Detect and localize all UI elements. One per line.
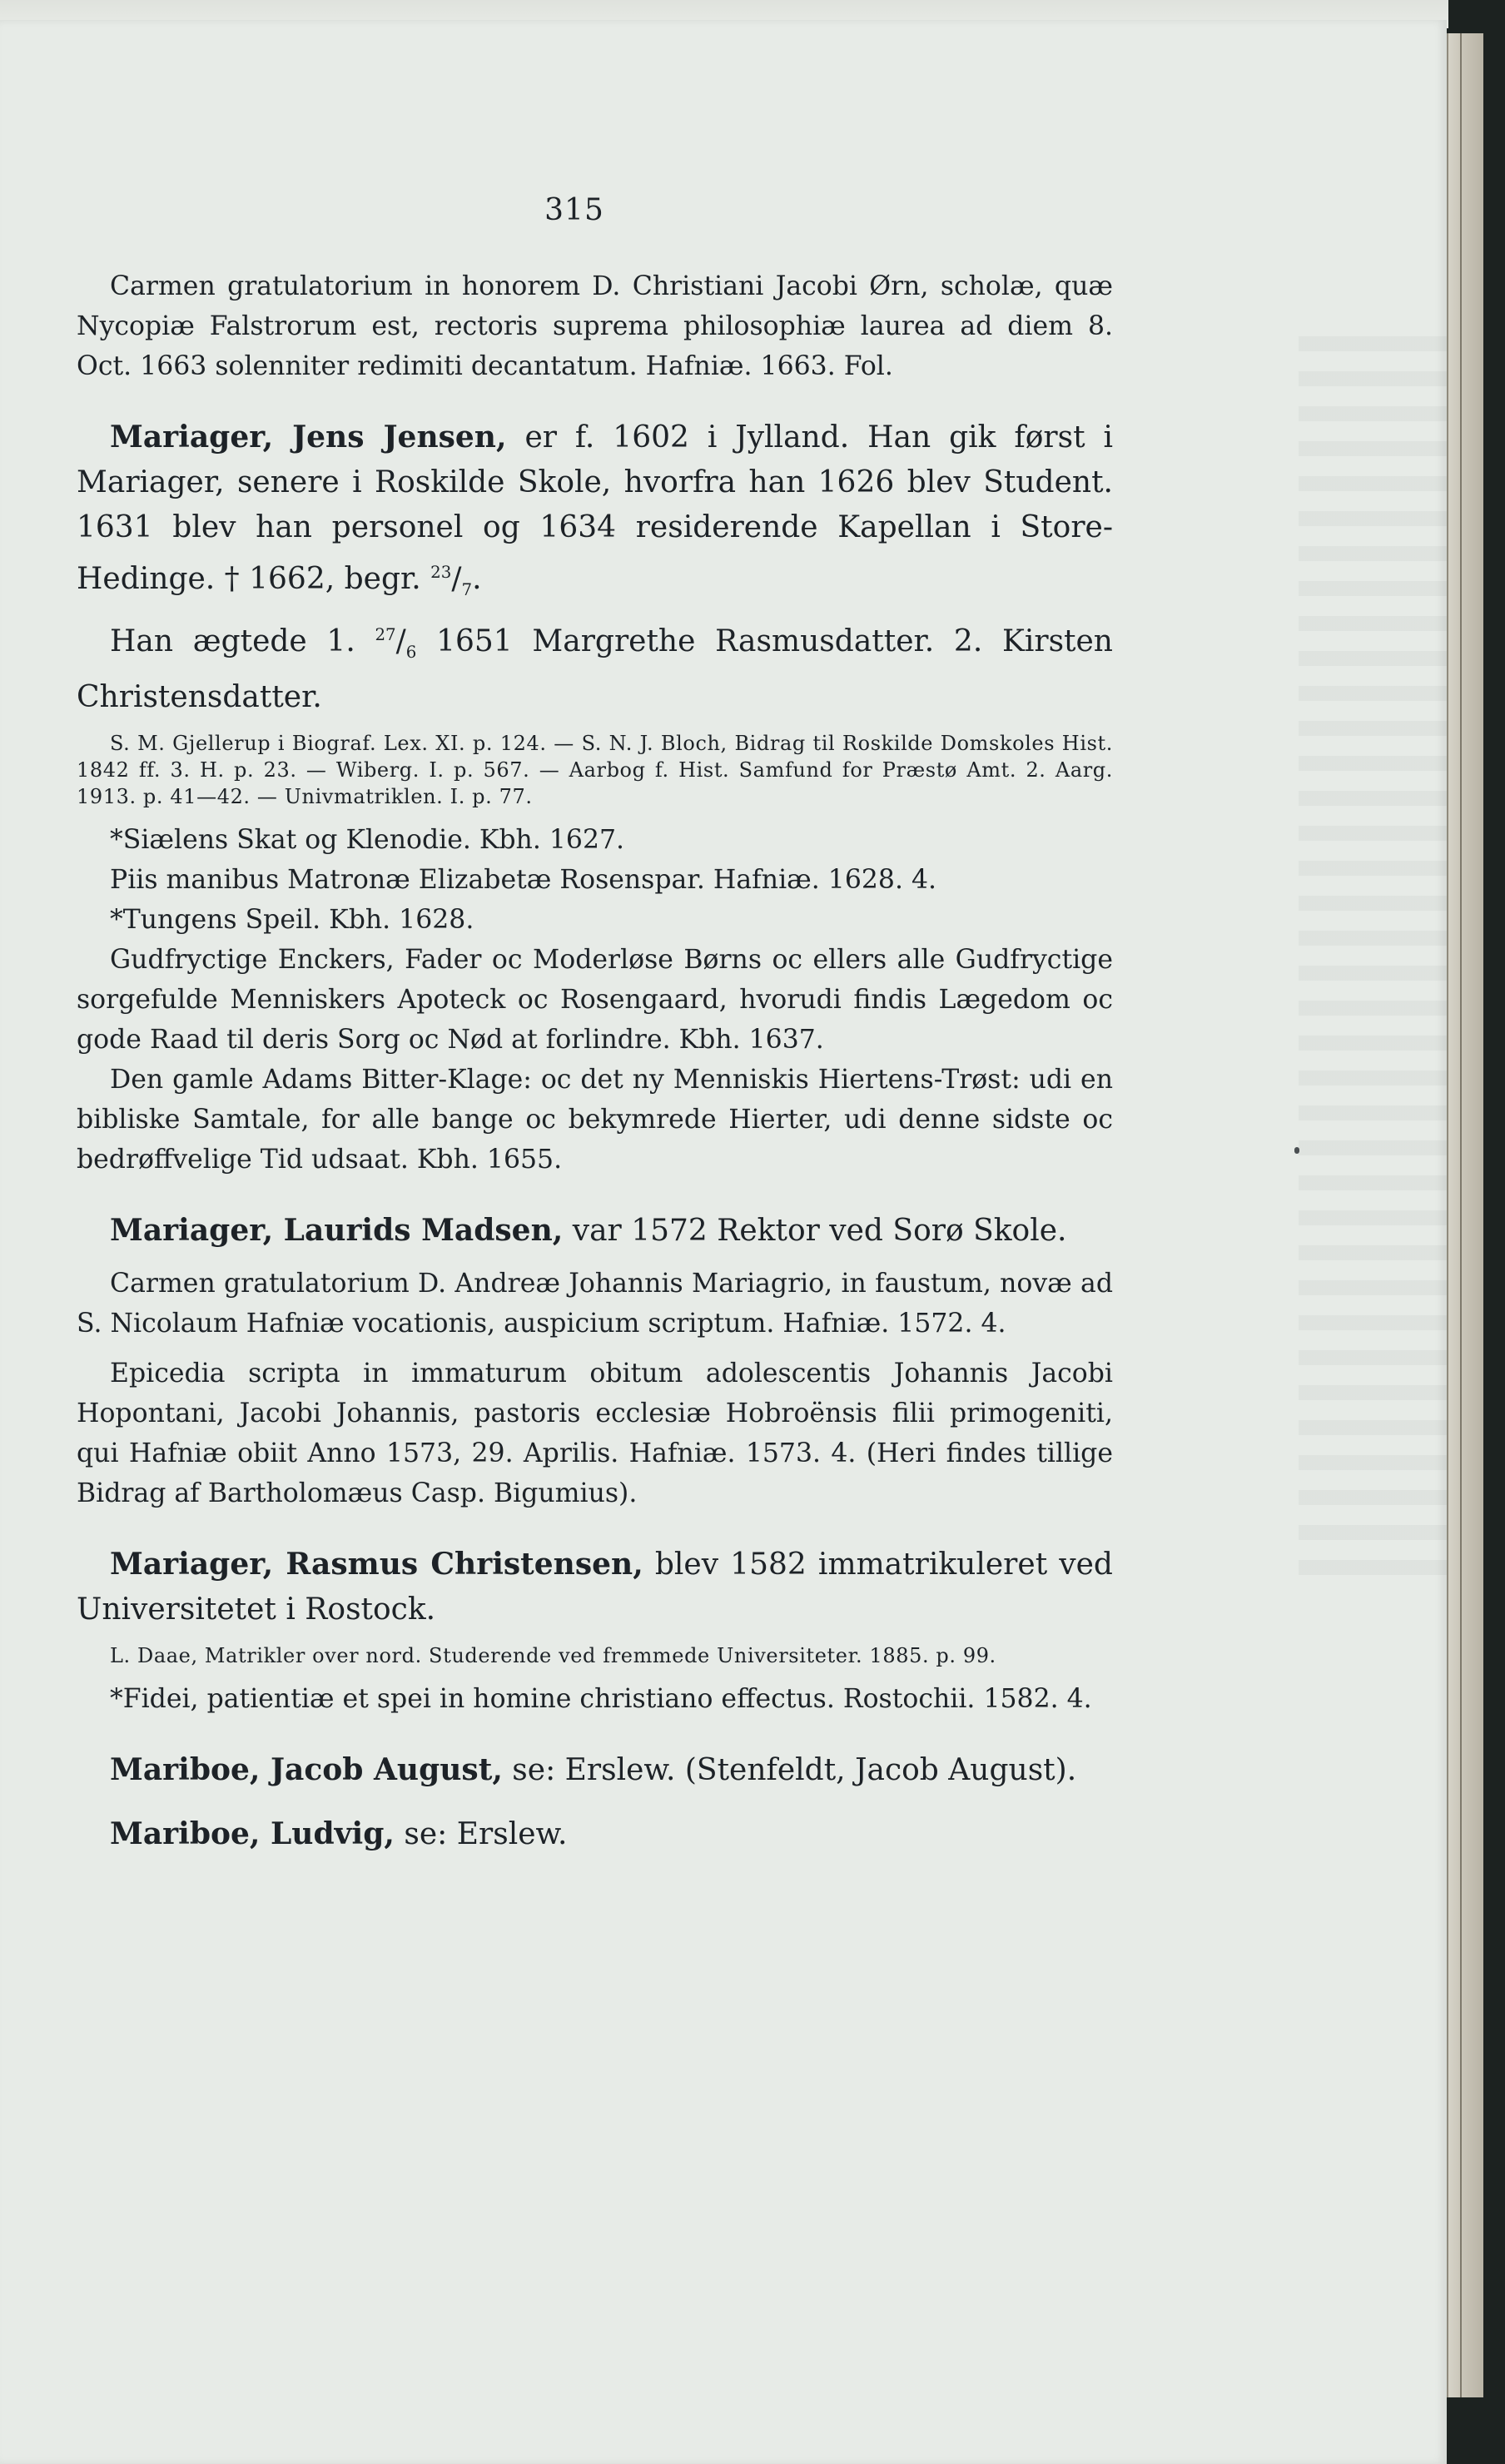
date-numerator: 23 bbox=[430, 563, 452, 582]
entry-name: Mariager, Jens Jensen, bbox=[110, 420, 507, 455]
entry-mariager-laurids: Mariager, Laurids Madsen, var 1572 Rektor ved Sorø Skole. bbox=[110, 1213, 1067, 1249]
entry-marriage: Han ægtede 1. $^{27}/_6$ 1651 Margrethe Rasmusdatter. 2. Kirsten Christensdatter. bbox=[77, 624, 1113, 715]
work-title: *Siælens Skat og Klenodie. Kbh. 1627. bbox=[110, 825, 625, 856]
entry-name: Mariager, Laurids Madsen, bbox=[110, 1213, 564, 1249]
page-number: 315 bbox=[544, 193, 604, 227]
entry-mariager-rasmus: Mariager, Rasmus Christensen, blev 1582 immatrikuleret ved Universitetet i Rostock. bbox=[77, 1547, 1113, 1627]
work-title: *Fidei, patientiæ et spei in homine christiano effectus. Rostochii. 1582. 4. bbox=[110, 1684, 1092, 1715]
page-body bbox=[77, 266, 1113, 1857]
page-edge-strip bbox=[1447, 33, 1483, 2397]
entry-mariboe-ludvig: Mariboe, Ludvig, se: Erslew. bbox=[110, 1816, 568, 1852]
bleed-through bbox=[1299, 336, 1447, 1585]
entry-text: er f. 1602 i Jylland. Han gik først i Mariager, senere i Roskilde Skole, hvorfra han 1626 blev Student. 1631 blev han personel og 1634 residerende Kapellan i Store-Hedinge. † 1662, begr. bbox=[77, 420, 1113, 596]
ink-speck bbox=[1294, 1147, 1299, 1154]
work-title: Den gamle Adams Bitter-Klage: oc det ny Menniskis Hiertens-Trøst: udi en bibliske Samtale, for alle bange oc bekymrede Hierter, udi denne sidste oc bedrøffvelige Tid udsaat. Kbh. 1655. bbox=[77, 1065, 1113, 1175]
date-denominator: 7 bbox=[461, 580, 473, 600]
entry-mariager-jens: Mariager, Jens Jensen, er f. 1602 i Jylland. Han gik først i Mariager, senere i Roskilde Skole, hvorfra han 1626 blev Student. 1631 blev han personel og 1634 residerende Kapellan i Store-Hedinge. † 1662, begr. $^{23}/_7$. bbox=[77, 420, 1113, 600]
entry-mariboe-jacob: Mariboe, Jacob August, se: Erslew. (Stenfeldt, Jacob August). bbox=[110, 1752, 1077, 1788]
references: L. Daae, Matrikler over nord. Studerende ved fremmede Universiteter. 1885. p. 99. bbox=[110, 1644, 996, 1668]
entry-name: Mariager, Rasmus Christensen, bbox=[110, 1547, 643, 1582]
work-title: Piis manibus Matronæ Elizabetæ Rosenspar. Hafniæ. 1628. 4. bbox=[110, 865, 937, 896]
references: S. M. Gjellerup i Biograf. Lex. XI. p. 124. — S. N. J. Bloch, Bidrag til Roskilde Domskoles Hist. 1842 ff. 3. H. p. 23. — Wiberg. I. p. 567. — Aarbog f. Hist. Samfund for Præstø Amt. 2. Aarg. 1913. p. 41—42. — Univmatriklen. I. p. 77. bbox=[77, 732, 1113, 809]
work-title: Carmen gratulatorium D. Andreæ Johannis Mariagrio, in faustum, novæ ad S. Nicolaum Hafniæ vocationis, auspicium scriptum. Hafniæ. 1572. 4. bbox=[77, 1269, 1113, 1339]
entry-name: Mariboe, Jacob August, bbox=[110, 1752, 503, 1788]
work-title: Epicedia scripta in immaturum obitum adolescentis Johannis Jacobi Hopontani, Jacobi Johannis, pastoris ecclesiæ Hobroënsis filii primogeniti, qui Hafniæ obiit Anno 1573, 29. Aprilis. Hafniæ. 1573. 4. (Heri findes tillige Bidrag af Bartholomæus Casp. Bigumius). bbox=[77, 1359, 1113, 1509]
entry-name: Mariboe, Ludvig, bbox=[110, 1816, 395, 1852]
paragraph: Carmen gratulatorium in honorem D. Christiani Jacobi Ørn, scholæ, quæ Nycopiæ Falstrorum est, rectoris suprema philosophiæ laurea ad diem 8. Oct. 1663 solenniter redimiti decantatum. Hafniæ. 1663. Fol. bbox=[77, 271, 1113, 381]
date-denominator: 6 bbox=[405, 643, 417, 663]
work-title: Gudfryctige Enckers, Fader oc Moderløse Børns oc ellers alle Gudfryctige sorgefulde Menniskers Apoteck oc Rosengaard, hvorudi findis Lægedom oc gode Raad til deris Sorg oc Nød at forlindre. Kbh. 1637. bbox=[77, 945, 1113, 1056]
work-title: *Tungens Speil. Kbh. 1628. bbox=[110, 905, 474, 936]
date-numerator: 27 bbox=[375, 625, 396, 645]
